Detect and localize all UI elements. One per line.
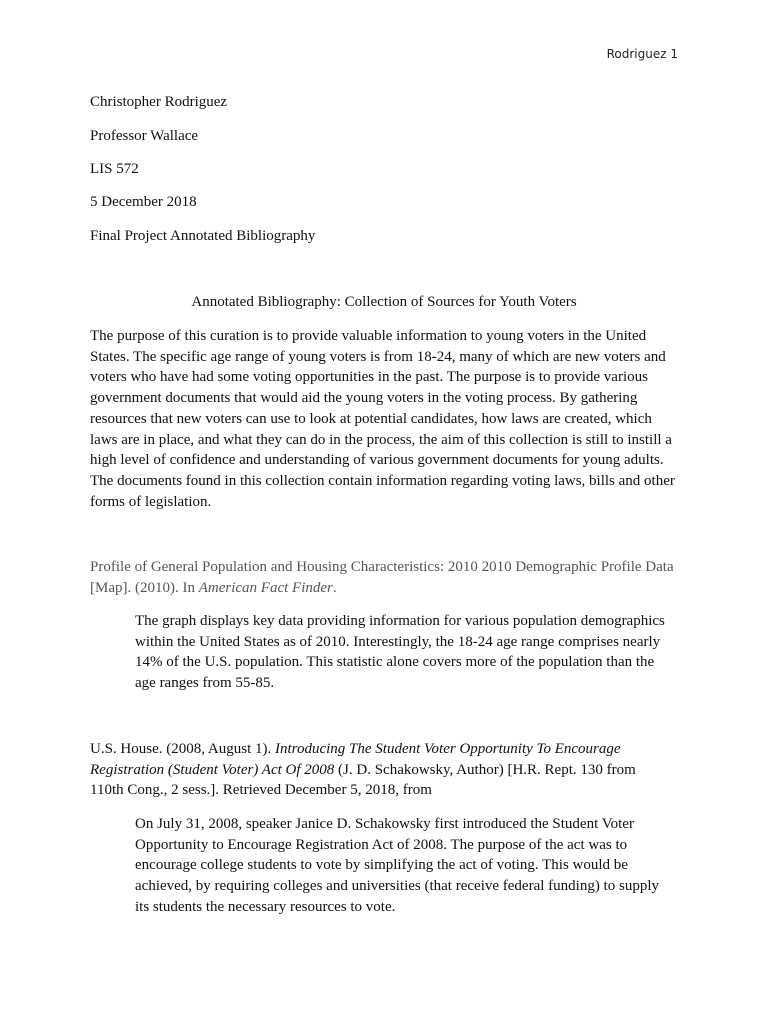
professor-name: Professor Wallace bbox=[90, 128, 199, 144]
course-code: LIS 572 bbox=[90, 161, 139, 177]
citation-entry-1 bbox=[90, 557, 694, 598]
intro-paragraph bbox=[90, 326, 694, 512]
intro-line: forms of legislation. bbox=[90, 493, 212, 510]
annotation-entry-1 bbox=[135, 611, 675, 694]
citation-entry-2 bbox=[90, 739, 694, 801]
citation-text: . bbox=[332, 579, 337, 596]
intro-line: The documents found in this collection contain information regarding voting laws, bills and other bbox=[90, 472, 675, 489]
intro-line: high level of confidence and understanding of various government documents for young adults. bbox=[90, 452, 664, 469]
intro-line: resources that new voters can use to look at potential candidates, how laws are created, which bbox=[90, 410, 652, 427]
citation-line: Profile of General Population and Housing Characteristics: 2010 2010 Demographic Profile Data bbox=[90, 559, 674, 575]
intro-line: The purpose of this curation is to provide valuable information to young voters in the United bbox=[90, 328, 647, 344]
annotation-line: Opportunity to Encourage Registration Act of 2008. The purpose of the act was to bbox=[135, 836, 628, 853]
intro-line: voters who have had some voting opportunities in the past. The purpose is to provide various bbox=[90, 369, 648, 386]
annotation-line: On July 31, 2008, speaker Janice D. Schakowsky first introduced the Student Voter bbox=[135, 816, 634, 832]
annotation-line: The graph displays key data providing information for various population demographics bbox=[135, 613, 665, 629]
date: 5 December 2018 bbox=[90, 194, 197, 210]
annotation-line: 14% of the U.S. population. This statistic alone covers more of the population than the bbox=[135, 654, 655, 671]
author-name: Christopher Rodriguez bbox=[90, 94, 228, 110]
running-header: Rodriguez 1 bbox=[606, 47, 678, 61]
citation-source-title: Registration (Student Voter) Act Of 2008 bbox=[90, 761, 335, 778]
annotation-line: its students the necessary resources to vote. bbox=[135, 898, 396, 915]
annotation-entry-2 bbox=[135, 814, 675, 918]
annotation-line: achieved, by requiring colleges and universities (that receive federal funding) to supply bbox=[135, 878, 659, 895]
citation-source-title: Introducing The Student Voter Opportunity To Encourage bbox=[275, 741, 621, 757]
citation-text: (J. D. Schakowsky, Author) [H.R. Rept. 130 from bbox=[334, 761, 636, 778]
annotation-line: encourage college students to vote by simplifying the act of voting. This would be bbox=[135, 857, 628, 874]
intro-line: States. The specific age range of young voters is from 18-24, many of which are new voters and bbox=[90, 348, 666, 365]
citation-source-title: American Fact Finder bbox=[198, 579, 333, 596]
annotation-line: within the United States as of 2010. Interestingly, the 18-24 age range comprises nearly bbox=[135, 633, 661, 650]
citation-line bbox=[90, 760, 694, 781]
intro-line: laws are in place, and what they can do in the process, the aim of this collection is still to instill a bbox=[90, 431, 672, 448]
citation-text: [Map]. (2010). In bbox=[90, 579, 199, 596]
assignment-title: Final Project Annotated Bibliography bbox=[90, 228, 316, 244]
citation-line: 110th Cong., 2 sess.]. Retrieved December 5, 2018, from bbox=[90, 782, 432, 799]
citation-line bbox=[90, 578, 694, 599]
citation-line bbox=[90, 739, 694, 760]
annotation-line: age ranges from 55-85. bbox=[135, 675, 275, 692]
document-title: Annotated Bibliography: Collection of Sources for Youth Voters bbox=[191, 294, 577, 310]
intro-line: government documents that would aid the young voters in the voting process. By gathering bbox=[90, 390, 638, 407]
citation-text: U.S. House. (2008, August 1). bbox=[90, 741, 276, 757]
